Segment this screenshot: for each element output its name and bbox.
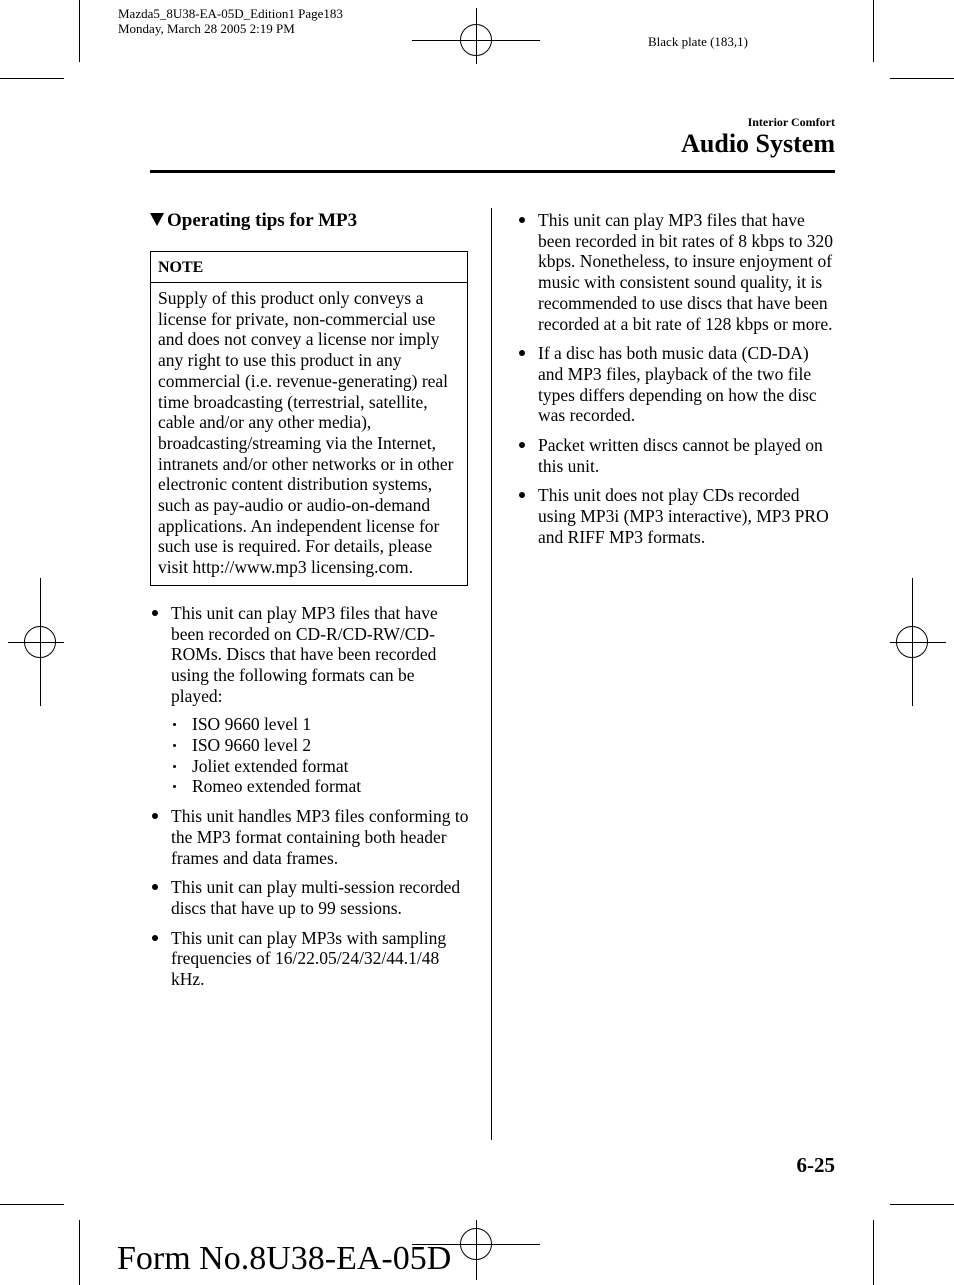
list-item-text: This unit can play MP3 files that have been recorded in bit rates of 8 kbps to 320 kbps. Nonetheless, to insure enjoyment of music with consistent sound quality, it is recommended to use discs that have been recorded at a bit rate of 128 kbps or more. — [538, 210, 833, 334]
list-item — [517, 435, 837, 476]
sublist-item-text: Romeo extended format — [192, 776, 362, 797]
sublist-item — [171, 714, 470, 735]
form-number: Form No.8U38-EA-05D — [117, 1240, 452, 1277]
small-bullet-icon — [173, 723, 176, 726]
list-item — [517, 210, 837, 334]
list-item-text: This unit handles MP3 files conforming to the MP3 format containing both header frames and data frames. — [171, 806, 469, 868]
bullet-icon — [519, 217, 525, 223]
list-item-text: This unit can play MP3 files that have been recorded on CD-R/CD-RW/CD-ROMs. Discs that have been recorded using the following formats can be played: — [171, 602, 438, 706]
right-column — [517, 210, 837, 557]
plate-label: Black plate (183,1) — [648, 34, 748, 49]
small-bullet-icon — [173, 765, 176, 768]
column-divider — [491, 208, 492, 1140]
list-item — [150, 877, 470, 918]
bullet-icon — [519, 492, 525, 498]
list-item-text: If a disc has both music data (CD-DA) and MP3 files, playback of the two file types differs depending on how the disc was recorded. — [538, 343, 817, 426]
bullet-icon — [519, 350, 525, 356]
small-bullet-icon — [173, 744, 176, 747]
bullet-icon — [152, 813, 158, 819]
list-item — [517, 485, 837, 547]
small-bullet-icon — [173, 785, 176, 788]
subheading-text: Operating tips for MP3 — [167, 210, 358, 231]
list-item — [517, 343, 837, 426]
list-item-text: This unit can play MP3s with sampling frequencies of 16/22.05/24/32/44.1/48 kHz. — [171, 927, 447, 990]
sublist-item-text: ISO 9660 level 1 — [192, 714, 312, 735]
list-item-text: Packet written discs cannot be played on this unit. — [538, 435, 823, 476]
list-item — [150, 928, 470, 990]
note-text: Supply of this product only conveys a license for private, non-commercial use and does not convey a license nor imply any right to use this product in any commercial (i.e. revenue-generating) real time broadcasting (terrestrial, satellite, cable and/or any other media), broadcasting/streaming via the Internet, intranets and/or other networks or in other electronic content distribution systems, such as pay-audio or audio-on-demand applications. An independent license for such use is required. For details, please visit http://www.mp3 licensing.com. — [158, 288, 454, 578]
note-label: NOTE — [151, 252, 467, 283]
bullet-icon — [152, 884, 158, 890]
sublist-item — [171, 735, 470, 756]
left-column — [150, 210, 470, 999]
print-meta-line1: Mazda5_8U38-EA-05D_Edition1 Page183 — [118, 6, 343, 21]
page-title: Audio System — [681, 129, 835, 158]
bullet-icon — [152, 610, 158, 616]
page-number: 6-25 — [796, 1153, 835, 1177]
note-box — [150, 251, 468, 586]
right-bullet-list — [517, 210, 837, 548]
left-bullet-list — [150, 603, 470, 990]
sublist-item — [171, 776, 470, 797]
sublist-item-text: ISO 9660 level 2 — [192, 735, 312, 756]
list-item-text: This unit does not play CDs recorded using MP3i (MP3 interactive), MP3 PRO and RIFF MP3 formats. — [538, 485, 829, 547]
bullet-icon — [519, 442, 525, 448]
sublist-item — [171, 756, 470, 777]
bullet-icon — [152, 935, 158, 941]
subheading — [150, 210, 470, 232]
title-rule — [150, 170, 835, 173]
print-metadata — [118, 6, 343, 36]
list-item — [150, 603, 470, 797]
sublist-item-text: Joliet extended format — [192, 755, 349, 776]
print-meta-line2: Monday, March 28 2005 2:19 PM — [118, 21, 295, 36]
triangle-down-icon — [150, 213, 164, 226]
section-label: Interior Comfort — [747, 115, 835, 129]
list-item-text: This unit can play multi-session recorded discs that have up to 99 sessions. — [171, 877, 461, 918]
format-sublist — [171, 714, 470, 797]
list-item — [150, 806, 470, 868]
